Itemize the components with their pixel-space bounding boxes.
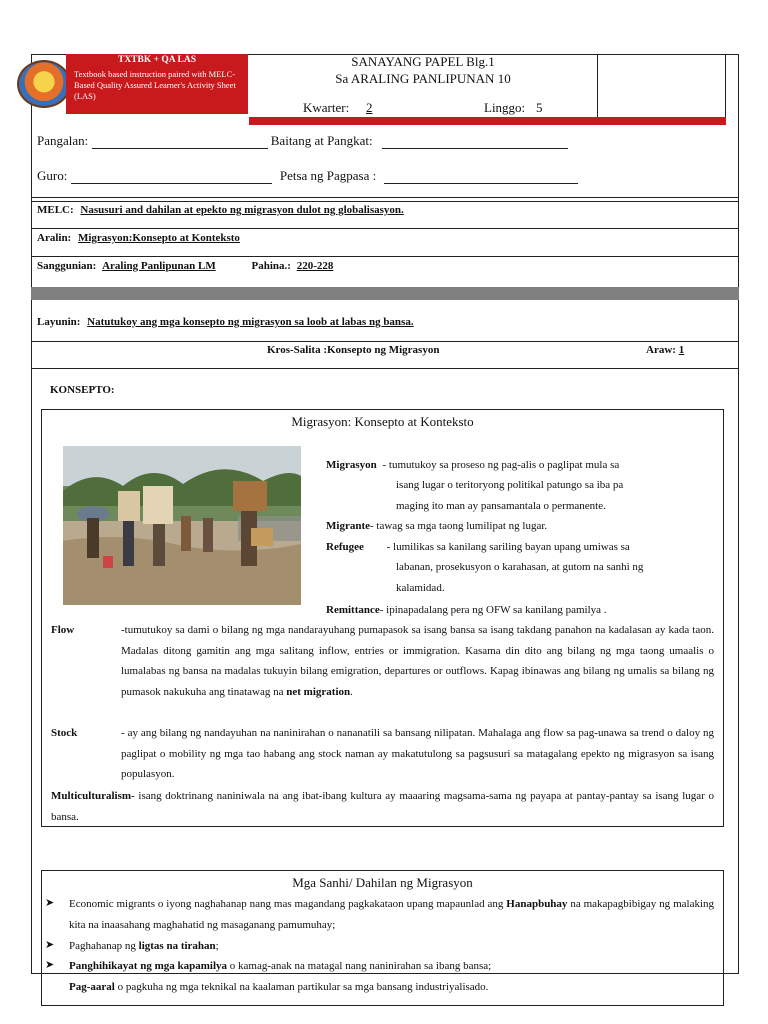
stock-text: - ay ang bilang ng nandayuhan na naninirahan o nananatili sa bansang nilipatan. Mahalaga ang flow sa pag-unawa sa trend o daloy ng paglipat o mobility ng mga tao habang ang stock naman ay makatutulong sa pagsusuri sa matagalang epekto ng migrasyon sa isang populasyon. — [121, 727, 714, 780]
sanhi-item-4 — [69, 977, 488, 998]
term-remittance: Remittance — [326, 604, 380, 616]
araw-label: Araw: — [646, 344, 676, 356]
remittance-def: - ipinapadalang pera ng OFW sa kanilang pamilya . — [379, 604, 607, 616]
melc-label: MELC: — [37, 204, 74, 216]
kwarter-label: Kwarter: — [303, 100, 350, 115]
header-title-box — [249, 54, 597, 117]
araw — [646, 344, 684, 356]
flow-text — [121, 620, 714, 702]
migrasyon-line3: maging ito man ay pansamantala o permanente. — [396, 500, 606, 512]
divider — [31, 197, 739, 198]
divider — [31, 228, 739, 229]
sanhi-3-b: o kamag-anak na matagal nang naninirahan sa ibang bansa; — [227, 960, 492, 972]
term-migrasyon: Migrasyon — [326, 459, 377, 471]
term-multiculturalism: Multiculturalism- — [51, 790, 135, 802]
konsepto-heading: KONSEPTO: — [50, 384, 115, 396]
def-migrasyon — [326, 455, 619, 476]
sanhi-4-b: o pagkuha ng mga teknikal na kaalaman partikular sa mga bansang industriyalisado. — [114, 981, 489, 993]
migrasyon-line2: isang lugar o teritoryong politikal patungo sa iba pa — [396, 479, 624, 491]
layunin-value: Natutukoy ang mga konsepto ng migrasyon sa loob at labas ng bansa. — [87, 316, 414, 328]
school-logo — [17, 60, 71, 108]
divider — [31, 201, 739, 202]
sanhi-3-bold: Panghihikayat ng mga kapamilya — [69, 960, 228, 972]
aralin-value: Migrasyon:Konsepto at Konteksto — [77, 232, 240, 244]
krossalita-title: Kros-Salita :Konsepto ng Migrasyon — [267, 344, 440, 356]
petsa-field[interactable] — [384, 183, 578, 184]
sanhi-2-a: Paghahanap ng — [69, 940, 139, 952]
sanhi-title: Mga Sanhi/ Dahilan ng Migrasyon — [292, 875, 473, 890]
badge-box — [66, 54, 248, 114]
guro-row — [37, 168, 578, 184]
sanhi-4-bold: Pag-aaral — [69, 981, 115, 993]
sanhi-1-b: na makapagbibigay ng malaking kita na inaasahang maghahatid ng masaganang pamumuhay; — [69, 898, 715, 931]
melc-row — [37, 204, 404, 216]
header-right-box — [597, 54, 726, 117]
baitang-label: Baitang at Pangkat: — [270, 133, 373, 148]
sanggunian-value: Araling Panlipunan LM — [102, 260, 216, 272]
title-line2: Sa ARALING PANLIPUNAN 10 — [335, 71, 511, 86]
sanggunian-label: Sanggunian: — [37, 260, 97, 272]
divider — [31, 368, 739, 369]
arrow-bullet-icon: ➤ — [45, 939, 55, 951]
arrow-bullet-icon: ➤ — [45, 959, 55, 971]
migrante-def: - tawag sa mga taong lumilipat ng lugar. — [369, 520, 548, 532]
badge-text: Textbook based instruction paired with MELC-Based Quality Assured Learner's Activity Sheet (LAS) — [74, 69, 236, 101]
arrow-bullet-icon: ➤ — [45, 897, 55, 909]
flow-text-bold: net migration — [286, 685, 351, 698]
badge-title: TXTBK + QA LAS — [117, 55, 196, 65]
layunin-label: Layunin: — [37, 316, 81, 328]
layunin-row — [37, 316, 414, 328]
pahina-label: Pahina.: — [251, 260, 291, 272]
multi-row — [51, 786, 714, 827]
term-refugee: Refugee — [326, 541, 364, 553]
flow-text-main: -tumutukoy sa dami o bilang ng mga nandarayuhang pumapasok sa isang bansa sa isang takdang panahon na kadalasan ay kada taon. Madalas ditong gamitin ang mga salitang inflow, entries or immigration. Kasama din dito ang bilang ng mga taong umaalis o lumalabas ng bansa na madalas tukuyin bilang emigration, departures or outflows. Kapag ibinawas ang bilang ng umalis sa bilang ng pumasok nakukuha ang tinatawag na — [121, 624, 714, 698]
sanhi-2-b: ; — [215, 940, 219, 952]
title-line1: SANAYANG PAPEL Blg.1 — [351, 54, 495, 69]
sanhi-item-2 — [69, 936, 219, 957]
petsa-label: Petsa ng Pagpasa : — [279, 168, 377, 183]
term-flow: Flow — [51, 624, 75, 636]
pangalan-row — [37, 133, 568, 149]
pangalan-label: Pangalan: — [37, 133, 89, 148]
aralin-label: Aralin: — [37, 232, 72, 244]
konsepto-box-title: Migrasyon: Konsepto at Konteksto — [291, 414, 474, 429]
melc-value: Nasusuri and dahilan at epekto ng migrasyon dulot ng globalisasyon. — [80, 204, 404, 216]
sanggunian-row — [37, 260, 333, 272]
gray-divider-bar — [31, 287, 739, 300]
pangalan-field[interactable] — [92, 148, 268, 149]
def-migrante — [326, 516, 547, 537]
refugee-line1: - lumilikas sa kanilang sariling bayan upang umiwas sa — [386, 541, 630, 553]
divider — [31, 256, 739, 257]
sanhi-2-bold: ligtas na tirahan — [138, 940, 216, 952]
migrants-photo — [63, 446, 301, 605]
migrasyon-line1: - tumutukoy sa proseso ng pag-alis o paglipat mula sa — [382, 459, 620, 471]
term-migrante: Migrante — [326, 520, 370, 532]
migrants-photo-image — [63, 446, 301, 605]
multi-text: isang doktrinang naniniwala na ang ibat-ibang kultura ay maaaring magsama-sama ng payapa at pantay-pantay sa isang lugar o bansa. — [51, 790, 714, 823]
baitang-field[interactable] — [382, 148, 568, 149]
def-remittance — [326, 600, 607, 621]
term-stock: Stock — [51, 727, 78, 739]
sanhi-item-3 — [69, 956, 491, 977]
guro-label: Guro: — [37, 168, 68, 183]
flow-text-end: . — [350, 685, 353, 698]
sanhi-1-bold: Hanapbuhay — [506, 898, 568, 910]
aralin-row — [37, 232, 240, 244]
linggo-label: Linggo: — [484, 100, 526, 115]
sanhi-item-1 — [69, 894, 714, 935]
header-red-bar — [249, 117, 726, 125]
def-refugee — [326, 537, 630, 558]
guro-field[interactable] — [71, 183, 272, 184]
refugee-line2: labanan, prosekusyon o karahasan, at gutom na sanhi ng — [396, 561, 644, 573]
divider — [31, 341, 739, 342]
kwarter-value: 2 — [366, 100, 373, 115]
pahina-value: 220-228 — [296, 260, 334, 272]
linggo-value: 5 — [536, 100, 543, 115]
araw-value: 1 — [678, 344, 685, 356]
sanhi-1-a: Economic migrants o iyong naghahanap nang mas magandang pagkakataon upang mapaunlad ang — [69, 898, 507, 910]
refugee-line3: kalamidad. — [396, 582, 445, 594]
